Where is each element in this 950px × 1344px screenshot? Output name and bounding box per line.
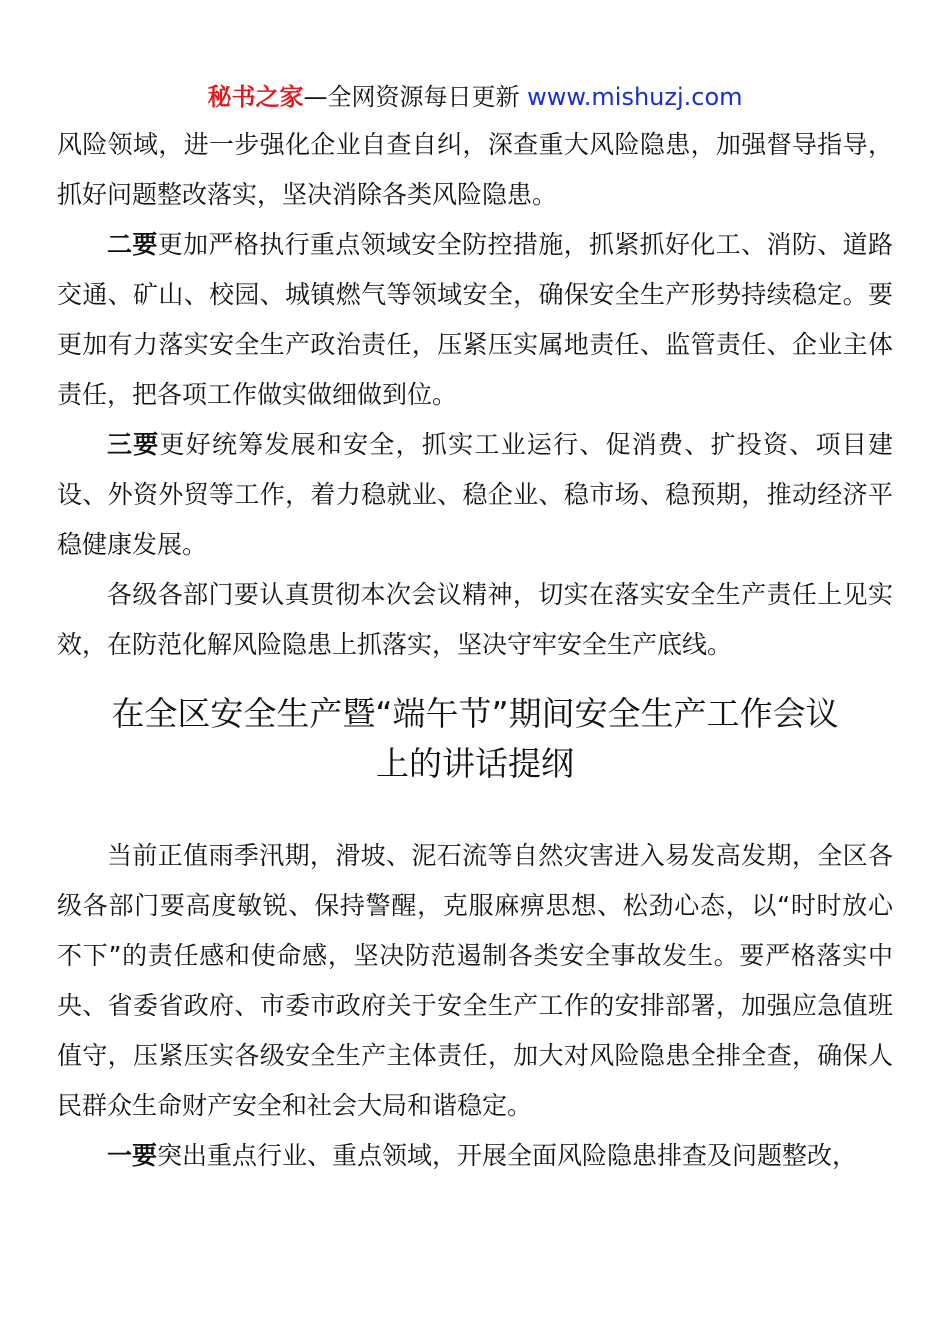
paragraph-lead: 一要 xyxy=(107,1141,158,1170)
paragraph-text: 当前正值雨季汛期，滑坡、泥石流等自然灾害进入易发高发期，全区各级各部门要高度敏锐、保持警醒，克服麻痹思想、松劲心态，以“时时放心不下”的责任感和使命感，坚决防范遏制各类安全事故发生。要严格落实中央、省委省政府、市委市政府关于安全生产工作的安排部署，加强应急值班值守，压紧压实各级安全生产主体责任，加大对风险隐患全排全查，确保人民群众生命财产安全和社会大局和谐稳定。 xyxy=(57,841,893,1120)
paragraph-lead: 二要 xyxy=(107,230,158,259)
site-header xyxy=(0,80,950,114)
paragraph-continuation xyxy=(57,120,893,220)
section-title-line-2: 上的讲话提纲 xyxy=(376,744,574,783)
paragraph-point-one xyxy=(57,1131,893,1181)
site-tagline: —全网资源每日更新 xyxy=(303,83,528,111)
section-spacer xyxy=(57,789,893,831)
paragraph-point-two xyxy=(57,220,893,420)
site-url-link[interactable]: www.mishuzj.com xyxy=(527,83,743,111)
paragraph-text: 更加严格执行重点领域安全防控措施，抓紧抓好化工、消防、道路交通、矿山、校园、城镇燃气等领域安全，确保安全生产形势持续稳定。要更加有力落实安全生产政治责任，压紧压实属地责任、监管责任、企业主体责任，把各项工作做实做细做到位。 xyxy=(57,230,893,409)
section-title-line-1: 在全区安全生产暨“端午节”期间安全生产工作会议 xyxy=(111,694,839,733)
paragraph-intro xyxy=(57,831,893,1131)
site-brand: 秘书之家 xyxy=(207,83,304,111)
paragraph-text: 突出重点行业、重点领域，开展全面风险隐患排查及问题整改， xyxy=(157,1141,858,1170)
section-title xyxy=(57,689,893,789)
paragraph-point-three xyxy=(57,420,893,570)
paragraph-text: 更好统筹发展和安全，抓实工业运行、促消费、扩投资、项目建设、外资外贸等工作，着力稳就业、稳企业、稳市场、稳预期，推动经济平稳健康发展。 xyxy=(57,430,893,559)
document-body xyxy=(57,120,893,1181)
paragraph-text: 各级各部门要认真贯彻本次会议精神，切实在落实安全生产责任上见实效，在防范化解风险隐患上抓落实，坚决守牢安全生产底线。 xyxy=(57,580,893,659)
paragraph-text: 风险领域，进一步强化企业自查自纠，深查重大风险隐患，加强督导指导，抓好问题整改落实，坚决消除各类风险隐患。 xyxy=(57,130,893,209)
paragraph-closing xyxy=(57,570,893,670)
paragraph-lead: 三要 xyxy=(107,430,160,459)
